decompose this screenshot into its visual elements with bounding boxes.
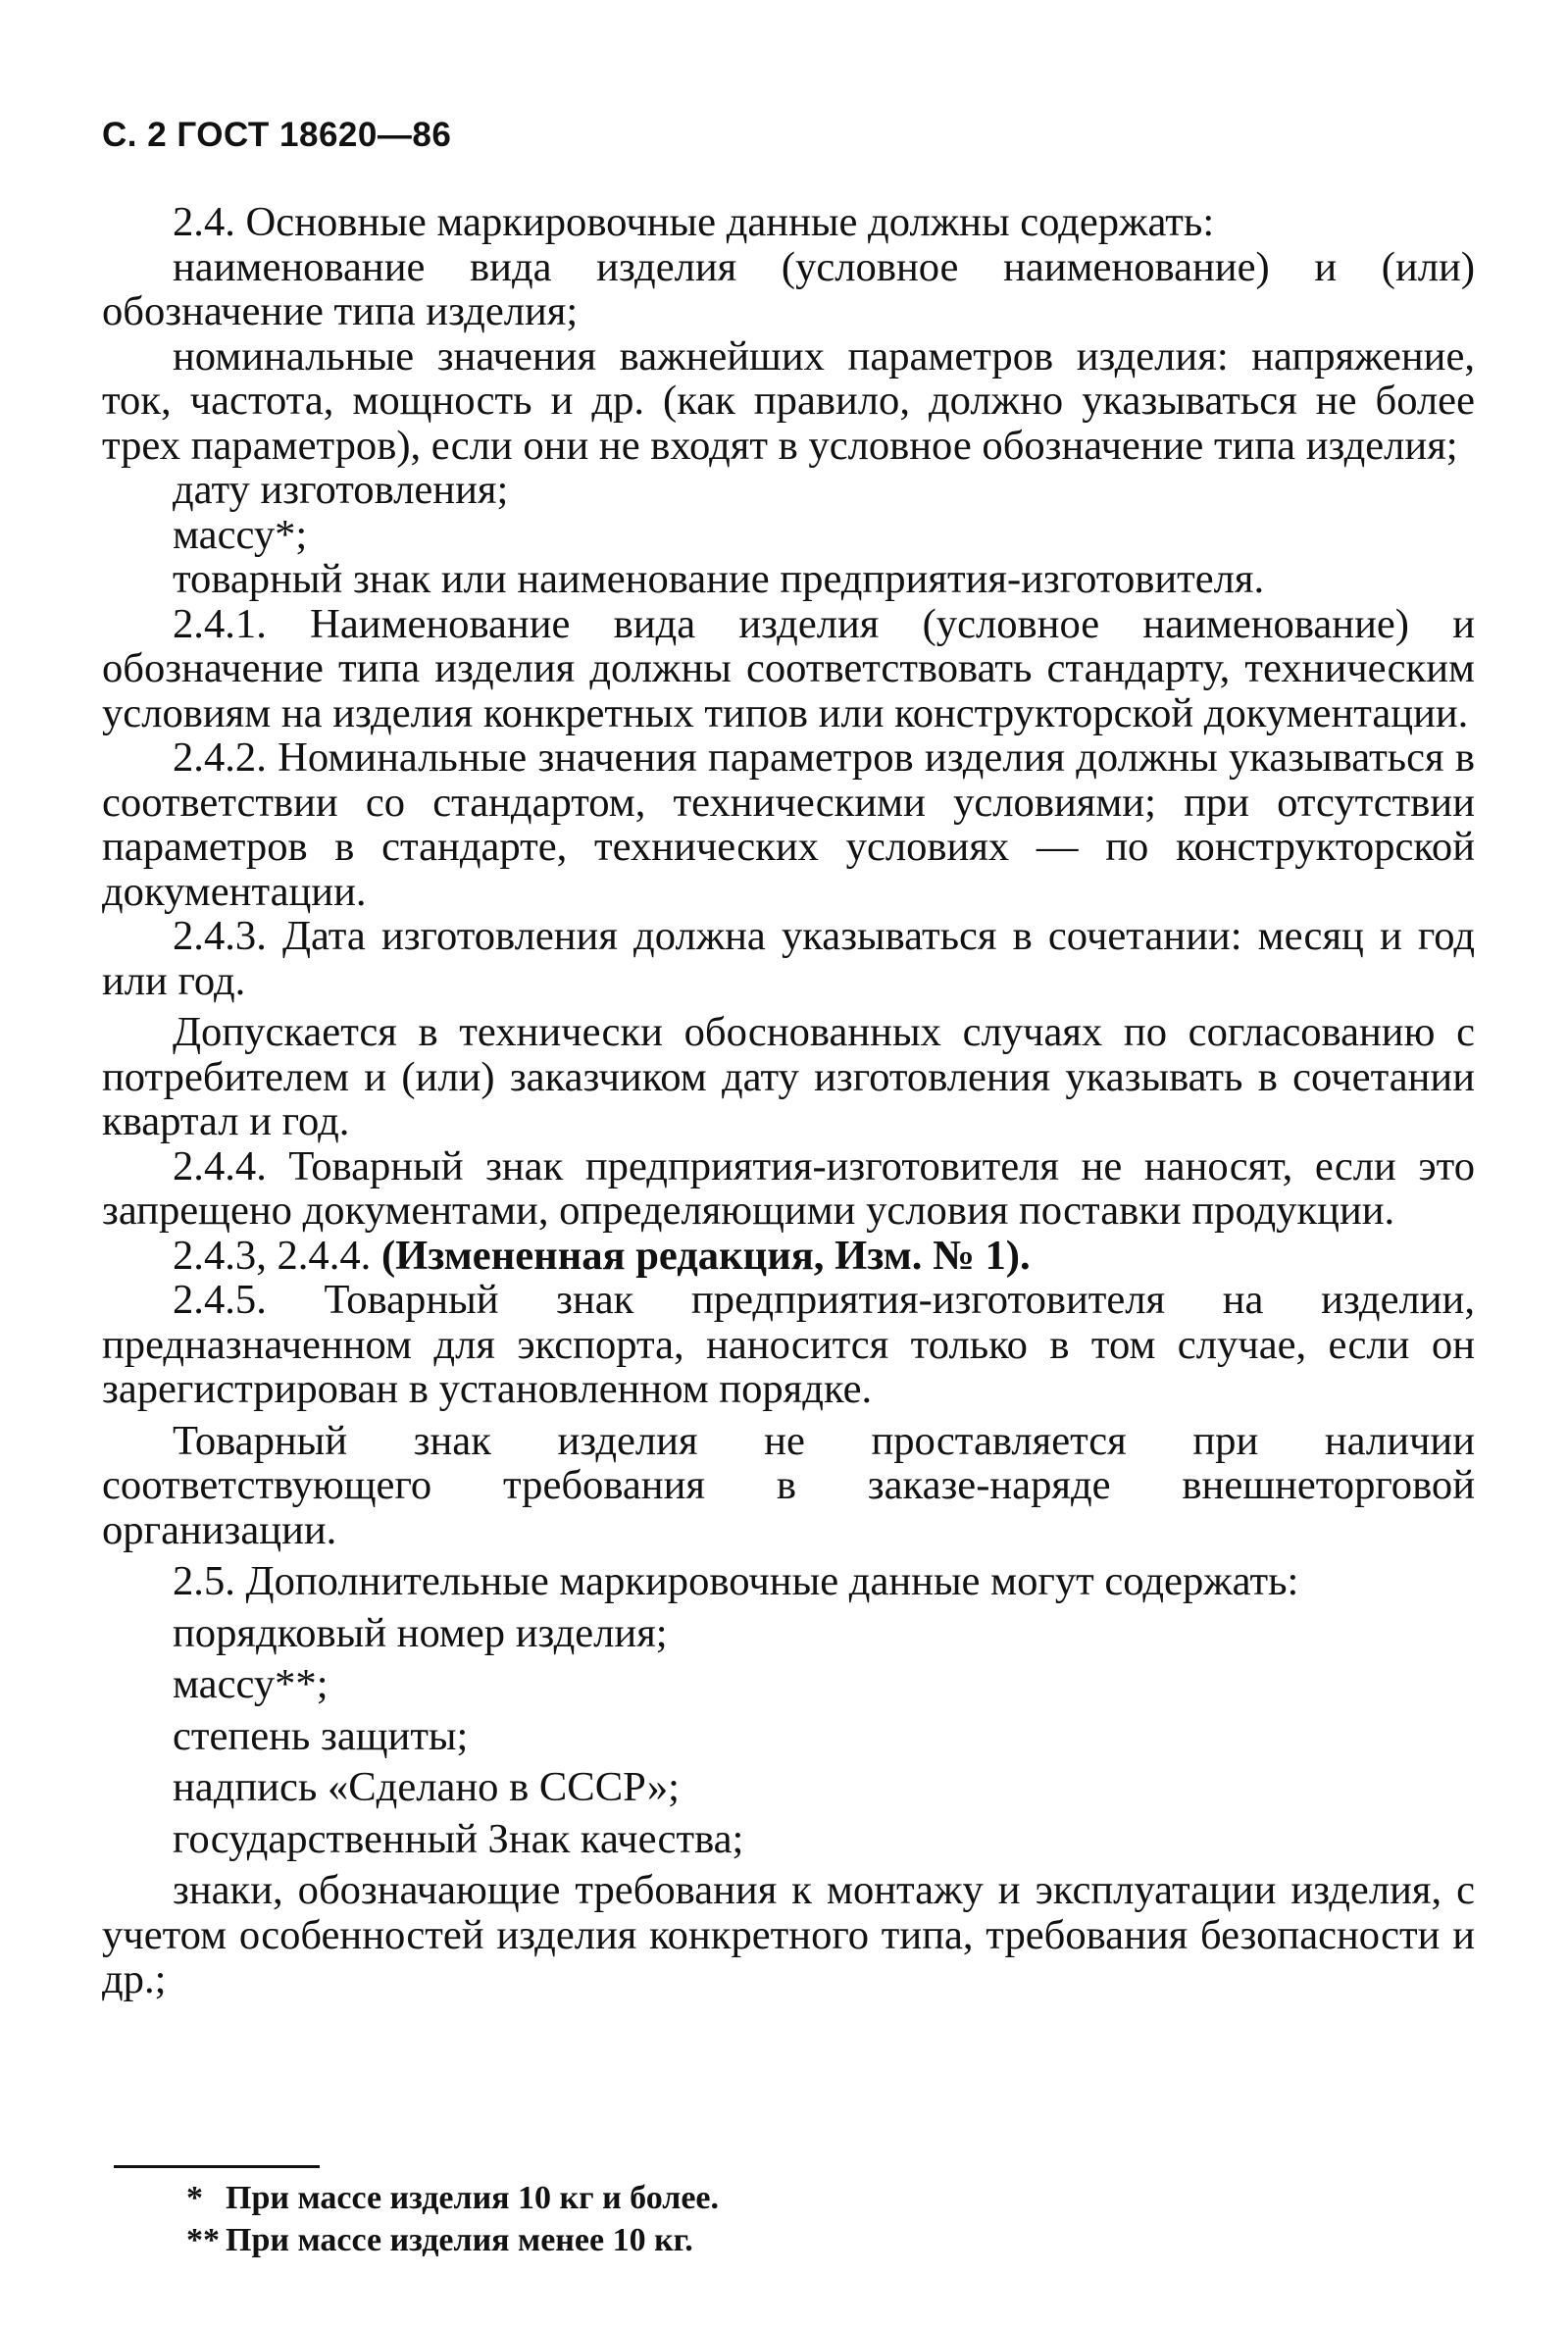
footnotes bbox=[186, 2177, 719, 2261]
page-header: С. 2 ГОСТ 18620—86 bbox=[102, 116, 452, 154]
footnote-1 bbox=[186, 2177, 719, 2219]
clause-2-4-3: 2.4.3. Дата изготовления должна указываться в сочетании: месяц и год или год. bbox=[102, 913, 1475, 1004]
amendment-note bbox=[102, 1234, 1475, 1279]
list-item-quality-mark: государственный Знак качества; bbox=[173, 1815, 744, 1862]
amendment-prefix: 2.4.3, 2.4.4. bbox=[173, 1232, 381, 1279]
footnote-text: При массе изделия менее 10 кг. bbox=[226, 2222, 693, 2258]
footnote-2 bbox=[186, 2219, 719, 2261]
clause-2-4-5: 2.4.5. Товарный знак предприятия-изготовителя на изделии, предназначенном для экспорта, наносится только в том случае, если он зарегистрирован в установленном порядке. bbox=[102, 1277, 1475, 1412]
list-item-product-name: наименование вида изделия (условное наименование) и (или) обозначение типа изделия; bbox=[102, 243, 1475, 334]
clause-2-4-2: 2.4.2. Номинальные значения параметров изделия должны указываться в соответствии со стандартом, техническими условиями; при отсутствии параметров в стандарте, технических условиях — по конструкторской документации. bbox=[102, 734, 1475, 915]
document-body bbox=[102, 200, 1475, 2002]
list-item-trademark: товарный знак или наименование предприятия-изготовителя. bbox=[173, 556, 1265, 602]
list-item-installation-signs: знаки, обозначающие требования к монтажу и эксплуатации изделия, с учетом особенностей изделия конкретного типа, требования безопасности и др.; bbox=[102, 1867, 1475, 2002]
clause-2-4-5-export: Товарный знак изделия не проставляется при наличии соответствующего требования в заказе-наряде внешнеторговой организации. bbox=[102, 1417, 1475, 1553]
clause-2-4: 2.4. Основные маркировочные данные должны содержать: bbox=[173, 199, 1215, 245]
list-item-serial-number: порядковый номер изделия; bbox=[173, 1609, 668, 1656]
footnote-marker: ** bbox=[186, 2222, 220, 2258]
amendment-label: (Измененная редакция, Изм. № 1). bbox=[380, 1232, 1031, 1279]
list-item-mass: массу*; bbox=[173, 511, 308, 558]
list-item-protection-degree: степень защиты; bbox=[173, 1712, 469, 1759]
clause-2-5: 2.5. Дополнительные маркировочные данные могут содержать: bbox=[173, 1558, 1299, 1604]
list-item-nominal-values: номинальные значения важнейших параметров изделия: напряжение, ток, частота, мощность и др. (как правило, должно указываться не более трех параметров), если они не входят в условное обозначение типа изделия; bbox=[102, 332, 1475, 469]
clause-2-4-3-allowance: Допускается в технически обоснованных случаях по согласованию с потребителем и (или) заказчиком дату изготовления указывать в сочетании квартал и год. bbox=[102, 1009, 1475, 1144]
list-item-mass-2: массу**; bbox=[173, 1661, 329, 1707]
list-item-made-in-ussr: надпись «Сделано в СССР»; bbox=[173, 1764, 680, 1810]
clause-2-4-4: 2.4.4. Товарный знак предприятия-изготовителя не наносят, если это запрещено документами, определяющими условия поставки продукции. bbox=[102, 1142, 1475, 1234]
footnote-divider bbox=[114, 2165, 320, 2168]
list-item-date: дату изготовления; bbox=[173, 467, 509, 513]
footnote-text: При массе изделия 10 кг и более. bbox=[226, 2180, 720, 2216]
footnote-marker: * bbox=[186, 2180, 203, 2216]
clause-2-4-1: 2.4.1. Наименование вида изделия (условное наименование) и обозначение типа изделия должны соответствовать стандарту, техническим условиям на изделия конкретных типов или конструкторской документации. bbox=[102, 600, 1475, 736]
